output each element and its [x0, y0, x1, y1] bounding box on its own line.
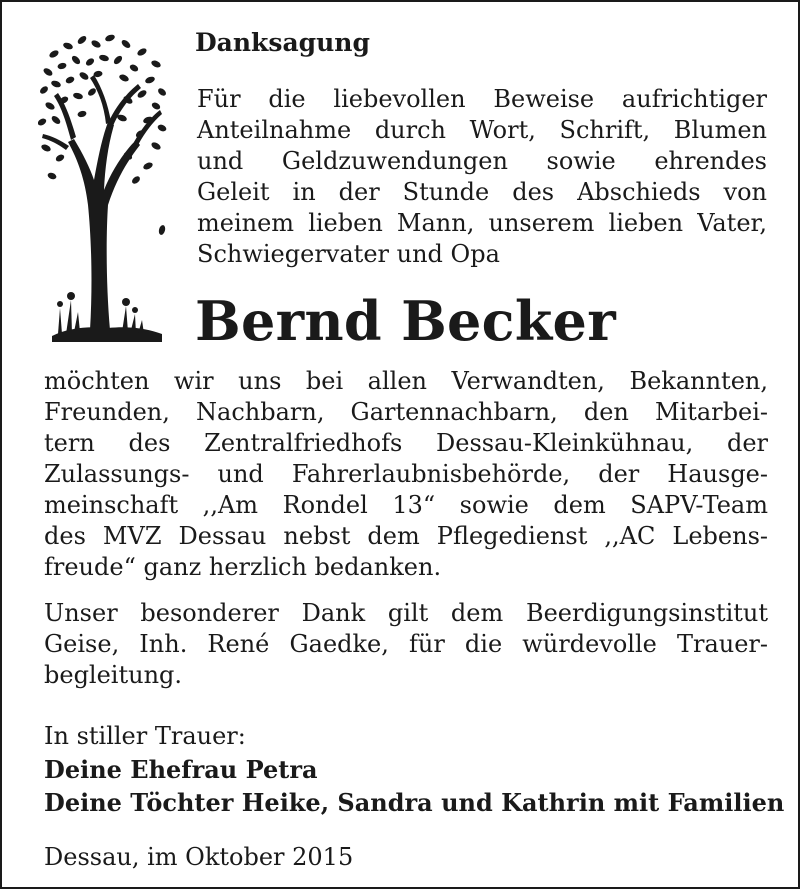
mourner-name: Deine Ehefrau Petra: [44, 755, 318, 784]
body-line: meinschaft ,,Am Rondel 13“ sowie dem SAPV-Team: [44, 491, 768, 519]
intro-line: Geleit in der Stunde des Abschieds von: [197, 178, 767, 206]
body-line: Zulassungs- und Fahrerlaubnisbehörde, der Hausge-: [44, 460, 768, 488]
tree-icon: [38, 30, 170, 346]
mourning-label: In stiller Trauer:: [44, 722, 246, 750]
body-line: tern des Zentralfriedhofs Dessau-Kleinkühnau, der: [44, 429, 768, 457]
place-date: Dessau, im Oktober 2015: [44, 843, 354, 871]
intro-line: meinem lieben Mann, unserem lieben Vater,: [197, 209, 767, 237]
special-thanks-line: Unser besonderer Dank gilt dem Beerdigungsinstitut: [44, 599, 768, 627]
intro-line: Anteilnahme durch Wort, Schrift, Blumen: [197, 116, 767, 144]
mourners-block: [44, 720, 784, 819]
body-line: des MVZ Dessau nebst dem Pflegedienst ,,AC Lebens-: [44, 522, 768, 550]
special-thanks-line: Geise, Inh. René Gaedke, für die würdevolle Trauer-: [44, 630, 768, 658]
special-thanks-line: begleitung.: [44, 661, 183, 689]
intro-line: Schwiegervater und Opa: [197, 240, 500, 268]
body-line: freude“ ganz herzlich bedanken.: [44, 553, 442, 581]
body-line: möchten wir uns bei allen Verwandten, Bekannten,: [44, 367, 768, 395]
deceased-name: Bernd Becker: [195, 289, 616, 353]
notice-heading: Danksagung: [195, 28, 370, 57]
intro-line: und Geldzuwendungen sowie ehrendes: [197, 147, 767, 175]
body-line: Freunden, Nachbarn, Gartennachbarn, den Mitarbei-: [44, 398, 768, 426]
mourner-name: Deine Töchter Heike, Sandra und Kathrin mit Familien: [44, 788, 785, 817]
intro-line: Für die liebevollen Beweise aufrichtiger: [197, 85, 767, 113]
